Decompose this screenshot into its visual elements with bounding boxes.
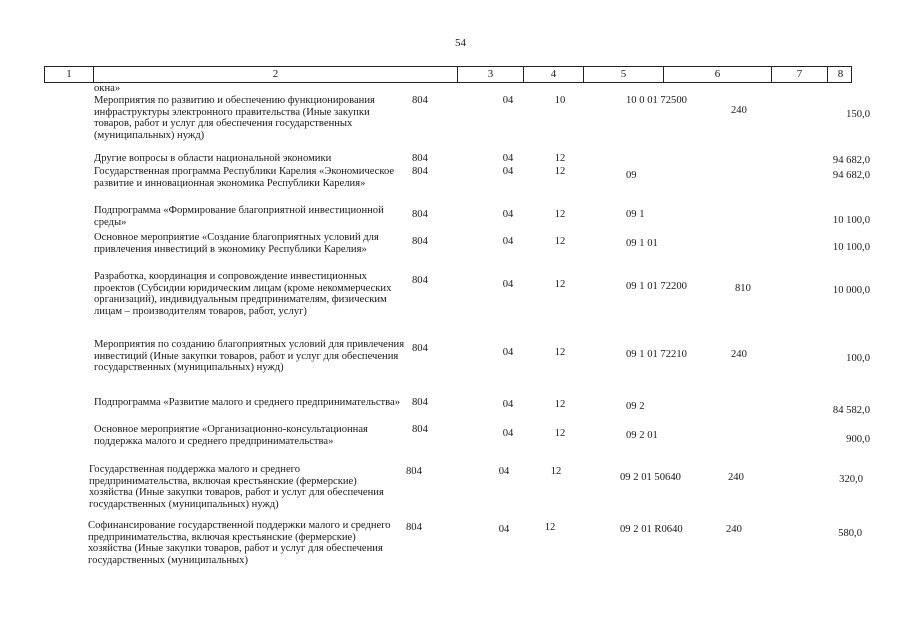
- row-csr: 09 1: [626, 209, 645, 220]
- row-sum: 10 100,0: [832, 242, 870, 253]
- row-razdel: 04: [498, 524, 510, 535]
- row-name: Разработка, координация и сопровождение инвестиционных проектов (Субсидии юридическим лицам (кроме некоммерческих организаций), индивидуальным предпринимателям, физическим лицам – производителям товаров, работ, услуг): [94, 271, 392, 317]
- row-gov: 804: [412, 166, 428, 177]
- row-vr: 240: [731, 349, 747, 360]
- row-vr: 240: [726, 524, 742, 535]
- row-podrazdel: 12: [554, 153, 566, 164]
- header-col-1: 1: [45, 67, 94, 82]
- header-col-4: 4: [524, 67, 584, 82]
- row-razdel: 04: [502, 153, 514, 164]
- row-gov: 804: [412, 343, 428, 354]
- row-razdel: 04: [502, 279, 514, 290]
- row-podrazdel: 12: [554, 399, 566, 410]
- row-podrazdel: 12: [550, 466, 562, 477]
- page-number: 54: [455, 37, 466, 49]
- row-sum: 94 682,0: [832, 155, 870, 166]
- row-razdel: 04: [502, 209, 514, 220]
- header-col-2: 2: [94, 67, 458, 82]
- row-gov: 804: [412, 209, 428, 220]
- row-razdel: 04: [502, 166, 514, 177]
- row-name: Другие вопросы в области национальной экономики: [94, 153, 332, 164]
- header-col-3: 3: [458, 67, 524, 82]
- row-sum: 100,0: [846, 353, 870, 364]
- row-name: Мероприятия по развитию и обеспечению функционирования инфраструктуры электронного правительства (Иные закупки товаров, работ и услуг для обеспечения государственных (муниципальных) нужд): [94, 95, 375, 141]
- row-podrazdel: 10: [554, 95, 566, 106]
- row-podrazdel: 12: [554, 347, 566, 358]
- header-col-6: 6: [664, 67, 772, 82]
- row-gov: 804: [412, 95, 428, 106]
- row-podrazdel: 12: [554, 236, 566, 247]
- row-gov: 804: [406, 466, 422, 477]
- row-gov: 804: [412, 424, 428, 435]
- row-csr: 09 2: [626, 401, 645, 412]
- row-sum: 94 682,0: [832, 170, 870, 181]
- row-name: Государственная поддержка малого и среднего предпринимательства, включая крестьянские (фермерские) хозяйства (Иные закупки товаров, работ и услуг для обеспечения государственных (муниципальных) нужд): [89, 464, 384, 510]
- row-name: Основное мероприятие «Создание благоприятных условий для привлечения инвестиций в экономику Республики Карелия»: [94, 232, 379, 255]
- row-razdel: 04: [502, 236, 514, 247]
- row-razdel: 04: [502, 428, 514, 439]
- row-csr: 09 2 01: [626, 430, 658, 441]
- header-col-7: 7: [772, 67, 828, 82]
- header-col-5: 5: [584, 67, 664, 82]
- row-razdel: 04: [502, 95, 514, 106]
- row-razdel: 04: [498, 466, 510, 477]
- row-sum: 150,0: [846, 109, 870, 120]
- row-csr: 09 2 01 R0640: [620, 524, 683, 535]
- row-gov: 804: [412, 397, 428, 408]
- row-name: Государственная программа Республики Карелия «Экономическое развитие и инновационная экономика Республики Карелия»: [94, 166, 395, 189]
- row-gov: 804: [412, 236, 428, 247]
- row-gov: 804: [406, 522, 422, 533]
- row-sum: 10 100,0: [832, 215, 870, 226]
- row-name: окна»: [94, 83, 121, 94]
- row-sum: 320,0: [839, 474, 863, 485]
- row-name: Основное мероприятие «Организационно-консультационная поддержка малого и среднего предпринимательства»: [94, 424, 368, 447]
- row-csr: 10 0 01 72500: [626, 95, 687, 106]
- row-podrazdel: 12: [554, 209, 566, 220]
- row-sum: 10 000,0: [832, 285, 870, 296]
- row-name: Подпрограмма «Развитие малого и среднего предпринимательства»: [94, 397, 401, 408]
- row-podrazdel: 12: [554, 279, 566, 290]
- row-name: Мероприятия по созданию благоприятных условий для привлечения инвестиций (Иные закупки товаров, работ и услуг для обеспечения государственных (муниципальных) нужд): [94, 339, 405, 374]
- row-sum: 900,0: [846, 434, 870, 445]
- row-csr: 09 2 01 50640: [620, 472, 681, 483]
- row-csr: 09: [626, 170, 637, 181]
- row-name: Подпрограмма «Формирование благоприятной инвестиционной среды»: [94, 205, 384, 228]
- table-header: [44, 66, 852, 83]
- row-csr: 09 1 01 72200: [626, 281, 687, 292]
- row-name: Софинансирование государственной поддержки малого и среднего предпринимательства, включая крестьянские (фермерские) хозяйства (Иные закупки товаров, работ и услуг для обеспечения государственных (муниципальных): [88, 520, 391, 566]
- row-csr: 09 1 01 72210: [626, 349, 687, 360]
- row-gov: 804: [412, 275, 428, 286]
- row-vr: 240: [731, 105, 747, 116]
- row-razdel: 04: [502, 399, 514, 410]
- row-sum: 84 582,0: [832, 405, 870, 416]
- row-razdel: 04: [502, 347, 514, 358]
- row-podrazdel: 12: [544, 522, 556, 533]
- row-vr: 240: [728, 472, 744, 483]
- row-sum: 580,0: [838, 528, 862, 539]
- row-podrazdel: 12: [554, 166, 566, 177]
- row-vr: 810: [735, 283, 751, 294]
- header-col-8: 8: [837, 68, 844, 80]
- row-gov: 804: [412, 153, 428, 164]
- row-csr: 09 1 01: [626, 238, 658, 249]
- row-podrazdel: 12: [554, 428, 566, 439]
